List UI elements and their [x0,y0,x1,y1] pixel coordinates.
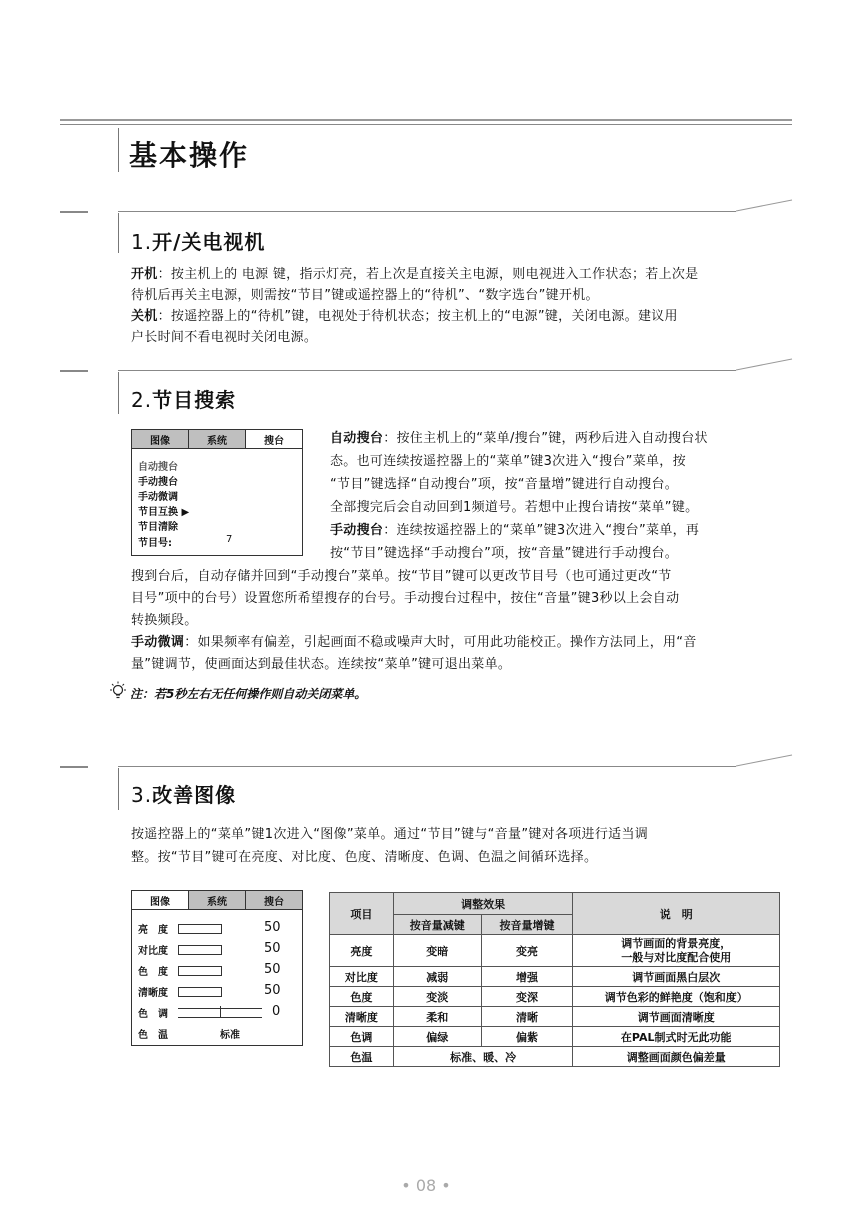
color-temp-label: 色 温 [138,1030,168,1041]
section-marker [60,766,88,768]
section-title-2: 2.节目搜索 [131,388,237,412]
picture-row-label: 色 度 [138,967,168,978]
cell-up: 变深 [481,987,573,1007]
tab-search: 搜台 [246,430,302,448]
picture-menu-osd [131,890,303,1046]
cell-down: 减弱 [393,967,481,987]
section-rule-tail [736,198,794,214]
cell-desc: 调节色彩的鲜艳度（饱和度） [573,987,780,1007]
header-item: 项目 [330,893,394,935]
title-bar [118,128,119,172]
table-row [330,987,780,1007]
section-rule [118,766,736,767]
prog-number-value: 7 [226,534,233,545]
cell-down-up: 标准、暖、冷 [393,1047,573,1067]
table-row [330,967,780,987]
search-menu-osd [131,429,303,556]
section-rule-tail [736,753,794,769]
picture-row-value: 50 [264,962,281,977]
header-vol-up: 按音量增键 [481,915,573,935]
section-rule-tail [736,357,794,373]
cell-up: 变亮 [481,935,573,967]
picture-row-label: 亮 度 [138,925,168,936]
adjustment-table [329,892,780,1067]
cell-desc: 调节画面的背景亮度， 一般与对比度配合使用 [573,935,780,967]
picture-row-value: 50 [264,983,281,998]
sharpness-bar [178,987,222,997]
picture-row-label: 色 调 [138,1009,168,1020]
page-title: 基本操作 [129,139,250,172]
cell-item: 对比度 [330,967,394,987]
table-row [330,1027,780,1047]
header-vol-down: 按音量减键 [393,915,481,935]
section2-full-text: 搜到台后，自动存储并回到“手动搜台”菜单。按“节目”键可以更改节目号（也可通过更改“节 目号”项中的台号）设置您所希望搜存的台号。手动搜台过程中，按住“音量”键3秒以上会自动 转换频段。 手动微调：如果频率有偏差，引起画面不稳或噪声大时，可用此功能校正。操作方法同上，用“音 量”键调节，使画面达到最佳状态。连续按“菜单”键可退出菜单。 [131,569,697,672]
keyword-power-off: 关机 [131,309,158,324]
section-bar [118,768,119,810]
cell-item: 清晰度 [330,1007,394,1027]
keyword-manual-search: 手动搜台 [330,523,384,538]
color-temp-value: 标准 [220,1030,240,1041]
menu-item-auto-search: 自动搜台 [138,462,178,473]
section1-text: 开机：按主机上的 电源 键，指示灯亮，若上次是直接关主电源，则电视进入工作状态；若上次是 待机后再关主电源，则需按“节目”键或遥控器上的“待机”、“数字选台”键开机。 关机：按遥控器上的“待机”键，电视处于待机状态；按主机上的“电源”键，关闭电源。建议用 户长时间不看电视时关闭电源。 [131,267,699,345]
tab-picture: 图像 [132,430,189,448]
cell-item: 亮度 [330,935,394,967]
section-marker [60,211,88,213]
tint-bar-center [220,1006,221,1018]
header-effect: 调整效果 [393,893,573,915]
brightness-bar [178,924,222,934]
keyword-auto-search: 自动搜台 [330,431,384,446]
cell-item: 色调 [330,1027,394,1047]
picture-row-value: 0 [272,1004,281,1019]
cell-up: 偏紫 [481,1027,573,1047]
cell-up: 清晰 [481,1007,573,1027]
header-rule-top [60,119,792,121]
tab-system: 系统 [189,430,246,448]
section-title-1: 1.开/关电视机 [131,230,266,254]
section-bar [118,372,119,414]
keyword-power-on: 开机 [131,267,158,282]
lightbulb-icon [108,681,128,701]
cell-desc: 调整画面颜色偏差量 [573,1047,780,1067]
picture-row-value: 50 [264,941,281,956]
menu-item-fine-tune: 手动微调 [138,492,178,503]
section-rule [118,211,736,212]
section-bar [118,213,119,253]
cell-down: 柔和 [393,1007,481,1027]
cell-item: 色温 [330,1047,394,1067]
tab-search: 搜台 [246,891,302,909]
section2-right-text: 自动搜台：按住主机上的“菜单/搜台”键，两秒后进入自动搜台状 态。也可连续按遥控器上的“菜单”键3次进入“搜台”菜单，按 “节目”键选择“自动搜台”项，按“音量增”键进行自动搜台。 全部搜完后会自动回到1频道号。若想中止搜台请按“菜单”键。 手动搜台：连续按遥控器上的“菜单”键3次进入“搜台”菜单，再 按“节目”键选择“手动搜台”项，按“音量”键进行手动搜台。 [330,431,708,561]
section-title-3: 3.改善图像 [131,783,237,807]
picture-row-label: 对比度 [138,946,168,957]
cell-item: 色度 [330,987,394,1007]
picture-row-label: 清晰度 [138,988,168,999]
cell-down: 变淡 [393,987,481,1007]
keyword-fine-tune: 手动微调 [131,635,185,650]
tab-system: 系统 [189,891,246,909]
section-marker [60,370,88,372]
table-row [330,1047,780,1067]
menu-item-swap: 节目互换 ▶ [138,507,190,518]
cell-desc: 在PAL制式时无此功能 [573,1027,780,1047]
table-row [330,1007,780,1027]
note-text: 注：若5秒左右无任何操作则自动关闭菜单。 [130,687,367,701]
menu-item-clear: 节目清除 [138,522,178,533]
contrast-bar [178,945,222,955]
picture-row-value: 50 [264,920,281,935]
cell-desc: 调节画面清晰度 [573,1007,780,1027]
menu-item-manual-search: 手动搜台 [138,477,178,488]
cell-down: 变暗 [393,935,481,967]
tab-picture: 图像 [132,891,189,909]
cell-up: 增强 [481,967,573,987]
header-desc: 说 明 [573,893,780,935]
header-rule-bottom [60,124,792,125]
cell-down: 偏绿 [393,1027,481,1047]
page-number: • 08 • [401,1176,451,1195]
cell-desc: 调节画面黑白层次 [573,967,780,987]
section-rule [118,370,736,371]
menu-item-prog-number: 节目号: [138,538,172,549]
color-bar [178,966,222,976]
table-row [330,935,780,967]
section3-text: 按遥控器上的“菜单”键1次进入“图像”菜单。通过“节目”键与“音量”键对各项进行适当调 整。按“节目”键可在亮度、对比度、色度、清晰度、色调、色温之间循环选择。 [131,827,649,865]
